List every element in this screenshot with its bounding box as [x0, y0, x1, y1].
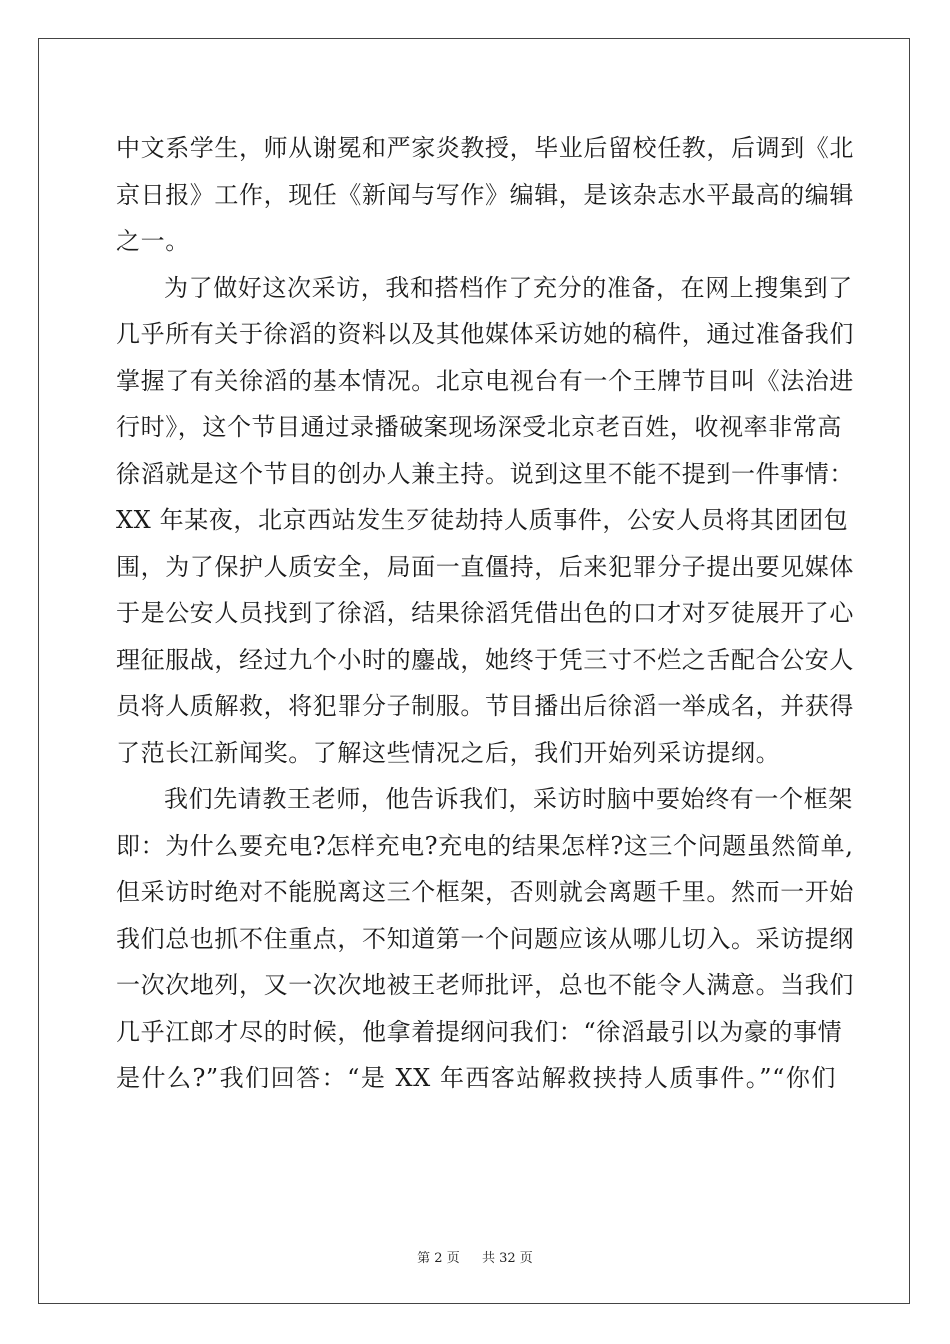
document-body — [116, 125, 854, 1102]
text-line: 了范长江新闻奖。了解这些情况之后，我们开始列采访提纲。 — [116, 738, 781, 767]
text-line: 几乎江郎才尽的时候，他拿着提纲问我们：“徐滔最引以为豪的事情 — [116, 1017, 843, 1046]
text-line: 围，为了保护人质安全，局面一直僵持，后来犯罪分子提出要见媒体 — [116, 552, 854, 581]
text-line: 行时》，这个节目通过录播破案现场深受北京老百姓，收视率非常高 — [116, 413, 842, 441]
text-line: 几乎所有关于徐滔的资料以及其他媒体采访她的稿件，通过准备我们 — [116, 320, 854, 348]
text-line: XX 年某夜，北京西站发生歹徒劫持人质事件，公安人员将其团团包 — [116, 506, 849, 534]
text-line: 一次次地列，又一次次地被王老师批评，总也不能令人满意。当我们 — [116, 971, 854, 999]
text-line: 之一。 — [116, 227, 190, 255]
text-line: 理征服战，经过九个小时的鏖战，她终于凭三寸不烂之舌配合公安人 — [116, 645, 854, 674]
text-line: 掌握了有关徐滔的基本情况。北京电视台有一个王牌节目叫《法治进 — [116, 366, 854, 395]
text-line: 徐滔就是这个节目的创办人兼主持。说到这里不能不提到一件事情： — [116, 459, 854, 488]
text-line: 于是公安人员找到了徐滔，结果徐滔凭借出色的口才对歹徒展开了心 — [116, 599, 854, 627]
text-line: 我们总也抓不住重点，不知道第一个问题应该从哪儿切入。采访提纲 — [116, 924, 854, 953]
text-line: 我们先请教王老师，他告诉我们，采访时脑中要始终有一个框架 — [164, 785, 853, 813]
text-line: 但采访时绝对不能脱离这三个框架，否则就会离题千里。然而一开始 — [116, 878, 854, 906]
page-footer — [0, 1247, 950, 1266]
text-line: 中文系学生，师从谢冕和严家炎教授，毕业后留校任教，后调到《北 — [116, 134, 854, 162]
text-line: 为了做好这次采访，我和搭档作了充分的准备，在网上搜集到了 — [164, 273, 853, 302]
text-line: 是什么?”我们回答：“是 XX 年西客站解救挟持人质事件。”“你们 — [116, 1064, 836, 1092]
text-line: 员将人质解救，将犯罪分子制服。节目播出后徐滔一举成名，并获得 — [116, 692, 854, 720]
text-line: 即：为什么要充电?怎样充电?充电的结果怎样?这三个问题虽然简单, — [116, 831, 854, 860]
text-line: 京日报》工作，现任《新闻与写作》编辑，是该杂志水平最高的编辑 — [116, 180, 854, 209]
page-number: 第 2 页 — [417, 1251, 460, 1266]
page-total: 共 32 页 — [482, 1251, 533, 1266]
